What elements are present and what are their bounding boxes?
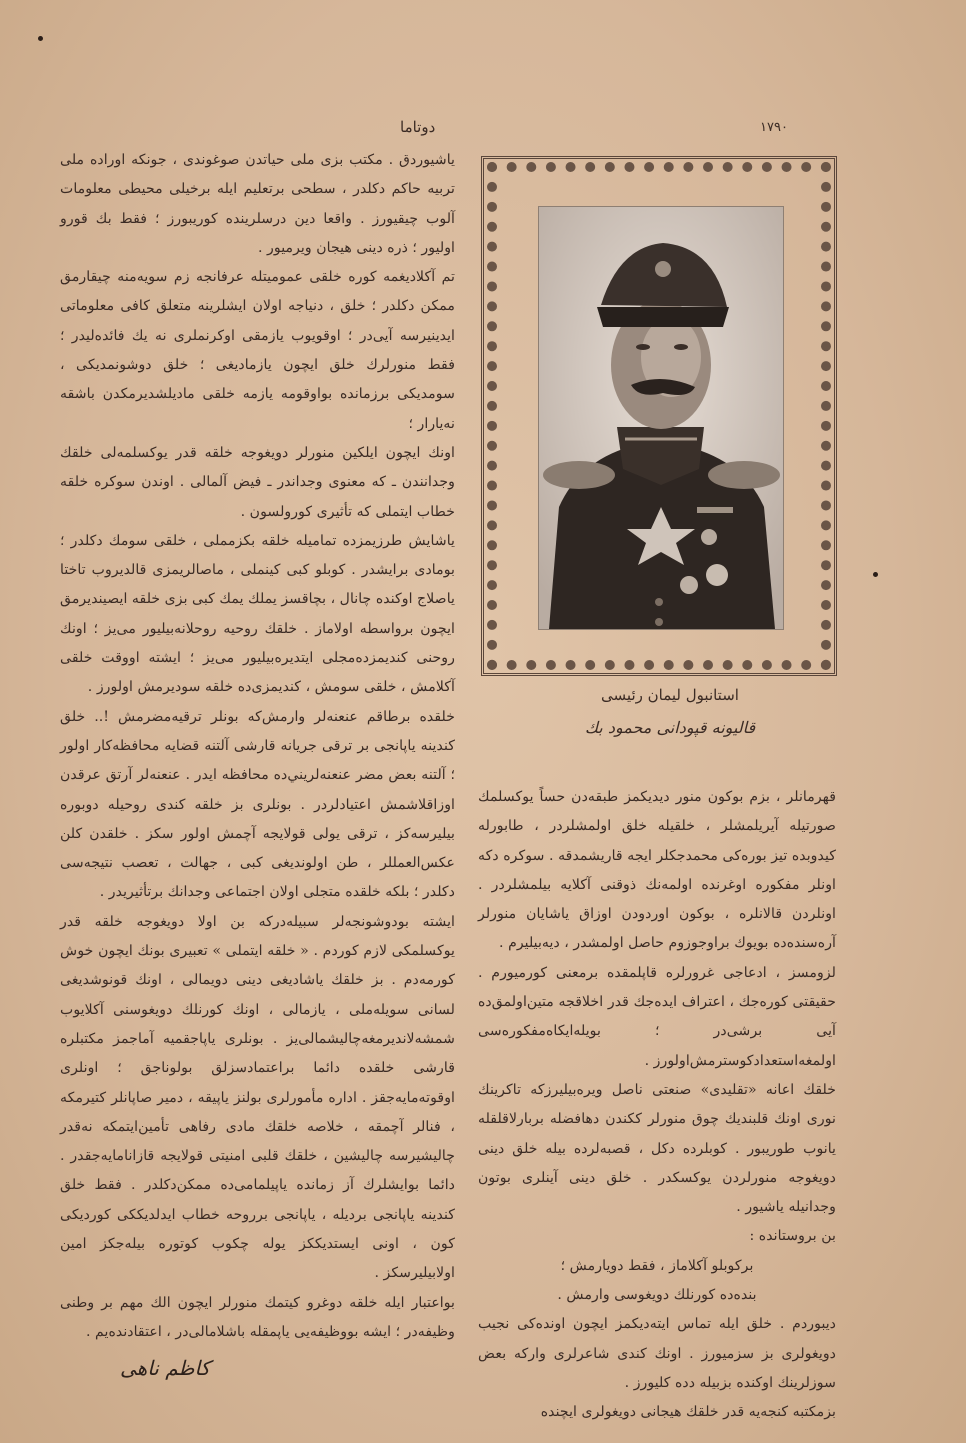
author-signature: کاظم ناهی [120, 1356, 211, 1380]
right-paragraph: قهرمانلر ، بزم بوکون منور دیدیکمز طبقه‌دن حساً یوکسلمك صورتیله آیریلمشلر ، خلقیله خلق اولمشلردر ، طابورله کیدوبده تیز بوره‌کی محمدجکلر ایجه قاریشمدقه . سوکره دکه اونلر مفکوره اوغرنده اولمه‌نك ذوقنی آکلایه بیلمشلردر . اونلردن قالانلره ، بوکون اوردودن اوزاق یاشایان منورلر آره‌سنده‌ده بویوك براوجوزوم حاصل اولمشدر ، دیه‌بیلیرم . [478, 789, 836, 952]
left-column-article [60, 146, 455, 1347]
portrait-caption-name: قالیونه قپودانی محمود بك [584, 718, 756, 737]
poem-line: برکوبلو آکلاماز ، فقط دویارمش ؛ [560, 1257, 754, 1274]
page-header-title: دوتاما [400, 118, 436, 136]
left-paragraph: اونك ایچون ایلکین منورلر دویغوجه خلقه قدر یوکسلمه‌لی خلقك وجدانندن ـ که معنوی وجداندر ـ فیض آلمالی . اوندن سوکره خلقه خطاب ایتملی که تأثیری کورولسون . [60, 444, 455, 520]
page-number: ١٧٩٠ [760, 120, 788, 135]
right-paragraph: لزومسز ، ادعاجی غرورلره قاپلمقده برمعنی کورمیورم . حقیقتی کوره‌جك ، اعتراف ایده‌جك قدر اخلاقجه متین‌اولمق‌ده آیی برشی‌در ؛ بویله‌ایکاه‌مفکوره‌سی اولمغه‌استعداد‌کوسترمش‌اولورز . [478, 964, 836, 1069]
left-paragraph: تم آکلادیغمه کوره خلقی عمومیتله عرفانجه زم سویه‌منه چیقارمق ممکن دکلدر ؛ خلق ، دنیاجه اولان ایشلرینه متعلق کافی معلوماتی ایدینیرسه آیی‌در ؛ اوقویوب یازمقی اوکرنملری نه یك فائده‌لیدر ؛ فقط منورلرك خلق ایچون یازمادیغی ؛ خلق دوشونمدیکی ، سومدیکی برزمانده بواوقومه یازمه خلقی مادیلشدیرمکدن باشقه نه‌یارار ؛ [60, 269, 455, 432]
right-column-article [478, 783, 836, 1428]
left-paragraph: خلقده برطاقم عنعنه‌لر وارمش‌که بونلر ترقیه‌مضرمش !.. خلق کندینه یاپانجی بر ترقی جریانه قارشی آلتنه قضایه محافظه‌کار اولور ؛ آلتنه بعض مضر عنعنه‌لریني‌ده محافظه ایدر . عنعنه‌لر آرتق عرقدن اوزاقلاشمش اعتیادلردر . بونلری بز خلقه کندی روحیله دوبوره بیلیرسه‌کز ، ترقی یولی قولایجه آچمش اولور سکز . خلقدن کلن عکس‌العمللر ، طن اولوندیغی کبی ، جهالت ، تعصب نتیجه‌سی دکلدر ؛ بلکه خلقده متجلی اولان اجتماعی وجدانك برتأثیریدر . [60, 708, 455, 901]
left-paragraph: بواعتبار ایله خلقه دوغرو کیتمك منورلر ایچون الك مهم بر وطنی وظیفه‌در ؛ ایشه بووظیفه‌یی یاپمقله باشلامالی‌در ، اعتقادنده‌یم . [60, 1294, 455, 1340]
left-paragraph: یاشایش طرزیمزده تماميله خلقه بکزمملی ، خلقی سومك دکلدر ؛ بومادی برایشدر . کوبلو کبی کینملی ، ماصالریمزی قالدیروب تاختا یاصلاج اوکنده چانال ، بچاقسز یملك یمك کبی بزی خلقه ایصیندیرمق ایچون برواسطه اولاماز . خلقك روحیه روحلانه‌بیلیور می‌یز ؛ اونك روحنی کندیمزده‌مجلی ایتدیره‌بیلیور می‌یز ؛ ایشته اووقت خلقی آکلامش ، خلقی سومش ، کندیمزی‌ده خلقه سودیرمش اولورز . [59, 532, 455, 696]
paper-speck [38, 36, 43, 41]
portrait-caption-title: استانبول لیمان رئیسی [601, 686, 739, 704]
right-paragraph: خلقك اعانه «تقلیدی» صنعتی ناصل ویره‌بیلیرزکه تاکرینك نوری اونك قلبندیك چوق منورلر ککندن دهافضله بربارلاقلقله یانوب طوریبور . کوبلرده دکل ، قصبه‌لرده بیله خلق دینی دویغوجه منورلردن یوکسکدر . خلق دینی آینلری بوتون وجدانیله یاشیور . [478, 1081, 836, 1216]
portrait-photo [538, 206, 784, 630]
right-paragraph: دیبوردم . خلق ایله تماس ایته‌دیکمز ایچون اونده‌کی نجیب دویغولری بز سزمیورز . اونك کندی شاعرلری وارکه بعض سوزلرینك اوکنده بزبیله دده کلیورز . [478, 1316, 836, 1391]
right-paragraph: بزمکتبه کنجه‌یه قدر خلقك هیجانی دویغولری ایچنده [540, 1404, 836, 1421]
paper-speck [873, 572, 878, 577]
poem-line: بنده‌ده کورنلك دویغوسی وارمش . [557, 1287, 757, 1304]
left-paragraph: ایشته بودوشونجه‌لر سبیله‌درکه بن اولا دویغوجه خلقه قدر یوکسلمکی لازم کوردم . « خلقه ایتملی » تعبیری بونك ایچون خوش کورمه‌دم . بز خلقك یاشادیغی دینی دویمالی ، اونك قونوشدیغی لسانی سویله‌ملی ، یازمالی ، اونك کورنلك دویغوسنی آکلایوب شمشه‌لاندیرمغه‌چالیشمالی‌یز . بونلری یاپاجقمیه آماجمز مکتبلره قارشی خلقده دائما براعتمادسزلق بولوناجق ؛ اونلری اوقوته‌مایه‌جقز . اداره مأمورلری بولنز یاپیقه ، دمیر صاپانلر کتیرمکه ، فنالر آچمقه ، خلاصه خلقك مادی رفاهی تأمین‌ایتمکه نه‌قدر چالیشیرسه چالیشین ، خلقك قلبی امنیتی قولایجه قازانامایه‌جقدر . دائما بوایشلرك آز زمانده یاپیلمامی‌ده ممکن‌دکلدر . فقط خلق کندینه یاپانجی بردیله ، یاپانجی برروحه خطاب ایدلدیککی کوردیکی کون ، اونی ایستدیککز یوله چکوب کوتوره بیله‌جکز امین اولابیلیرسکز . [60, 913, 455, 1282]
right-paragraph: بن بروستانده : [749, 1228, 836, 1245]
left-paragraph: یاشیوردق . مکتب بزی ملی حیاتدن صوغوندی ، جونکه اوراده ملی تربیه حاکم دکلدر ، سطحی برتعلیم ایله برخیلی محیطی معلومات آلوب چیقیورز . واقعا دین درسلرینده کوریبورز ؛ فقط بك قورو اولیور ؛ ذره دینی هیجان ویرمیور . [60, 152, 455, 256]
